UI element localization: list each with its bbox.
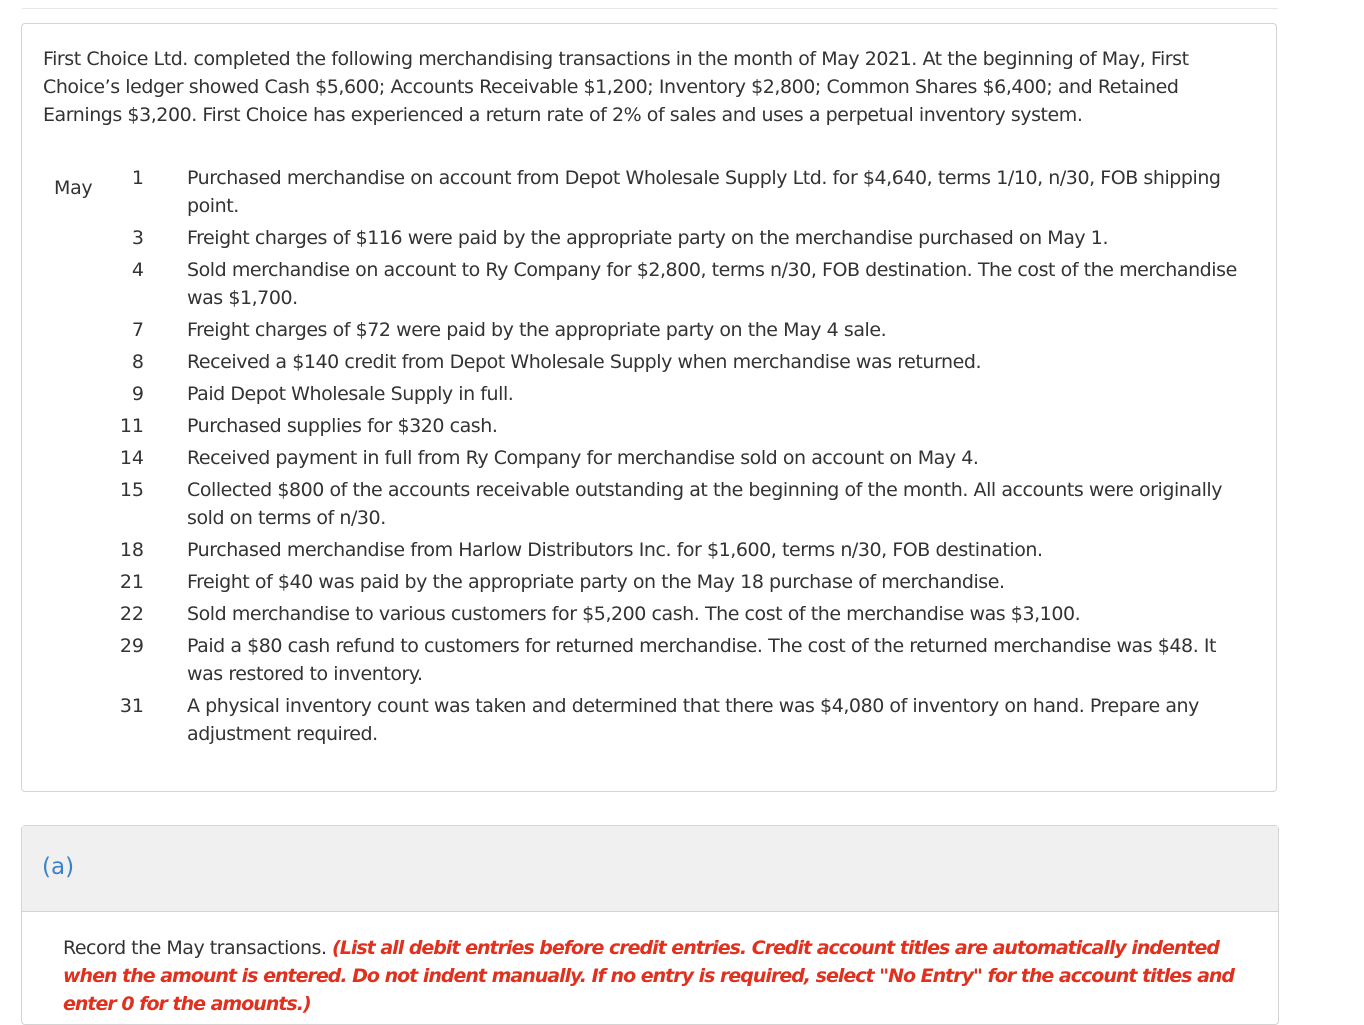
transaction-description: Received payment in full from Ry Company for merchandise sold on account on May 4. bbox=[187, 447, 979, 469]
transaction-description: Purchased supplies for $320 cash. bbox=[187, 415, 498, 437]
transaction-day: 18 bbox=[119, 539, 144, 561]
transaction-day: 11 bbox=[119, 415, 144, 437]
transaction-day: 22 bbox=[119, 603, 144, 625]
transaction-description: Received a $140 credit from Depot Wholesale Supply when merchandise was returned. bbox=[187, 351, 982, 373]
top-divider bbox=[22, 8, 1278, 9]
part-a-instructions bbox=[63, 934, 1243, 1018]
transaction-day: 1 bbox=[131, 167, 144, 189]
transaction-description: Paid Depot Wholesale Supply in full. bbox=[187, 383, 514, 405]
problem-intro: First Choice Ltd. completed the following merchandising transactions in the month of May 2021. At the beginning of May, First Choice’s ledger showed Cash $5,600; Accounts Receivable $1,200; Inventory $2,800; Common Shares $6,400; and Retained Earnings $3,200. First Choice has experienced a return rate of 2% of sales and uses a perpetual inventory system. bbox=[43, 48, 1189, 126]
question-card bbox=[21, 23, 1277, 792]
transaction-day: 3 bbox=[131, 227, 144, 249]
transaction-day: 21 bbox=[119, 571, 144, 593]
transaction-day: 4 bbox=[131, 259, 144, 281]
transaction-description: Sold merchandise to various customers for $5,200 cash. The cost of the merchandise was $3,100. bbox=[187, 603, 1081, 625]
transaction-day: 31 bbox=[119, 695, 144, 717]
transaction-description: Freight charges of $72 were paid by the appropriate party on the May 4 sale. bbox=[187, 319, 887, 341]
part-label: (a) bbox=[42, 854, 75, 880]
part-a-card bbox=[21, 825, 1279, 1025]
transaction-day: 29 bbox=[119, 635, 144, 657]
transaction-description: Collected $800 of the accounts receivable outstanding at the beginning of the month. All accounts were originally sold on terms of n/30. bbox=[187, 479, 1223, 529]
month-label: May bbox=[54, 177, 93, 199]
part-a-header bbox=[22, 826, 1278, 912]
instruction-text: Record the May transactions. bbox=[63, 937, 327, 959]
transaction-description: Freight of $40 was paid by the appropriate party on the May 18 purchase of merchandise. bbox=[187, 571, 1005, 593]
transaction-description: Purchased merchandise on account from Depot Wholesale Supply Ltd. for $4,640, terms 1/10, n/30, FOB shipping point. bbox=[187, 167, 1221, 217]
transaction-day: 7 bbox=[131, 319, 144, 341]
transaction-description: Sold merchandise on account to Ry Company for $2,800, terms n/30, FOB destination. The cost of the merchandise was $1,700. bbox=[187, 259, 1237, 309]
transaction-description: Purchased merchandise from Harlow Distributors Inc. for $1,600, terms n/30, FOB destination. bbox=[187, 539, 1043, 561]
transaction-day: 8 bbox=[131, 351, 144, 373]
transaction-day: 14 bbox=[119, 447, 144, 469]
transaction-description: A physical inventory count was taken and determined that there was $4,080 of inventory on hand. Prepare any adjustment required. bbox=[187, 695, 1199, 745]
transaction-day: 15 bbox=[119, 479, 144, 501]
transaction-day: 9 bbox=[131, 383, 144, 405]
instruction-note: (List all debit entries before credit entries. Credit account titles are automatically indented when the amount is entered. Do not indent manually. If no entry is required, select "No Entry" for the account titles and enter 0 for the amounts.) bbox=[63, 937, 1235, 1015]
transaction-description: Paid a $80 cash refund to customers for returned merchandise. The cost of the returned merchandise was $48. It was restored to inventory. bbox=[187, 635, 1217, 685]
transaction-description: Freight charges of $116 were paid by the appropriate party on the merchandise purchased on May 1. bbox=[187, 227, 1109, 249]
